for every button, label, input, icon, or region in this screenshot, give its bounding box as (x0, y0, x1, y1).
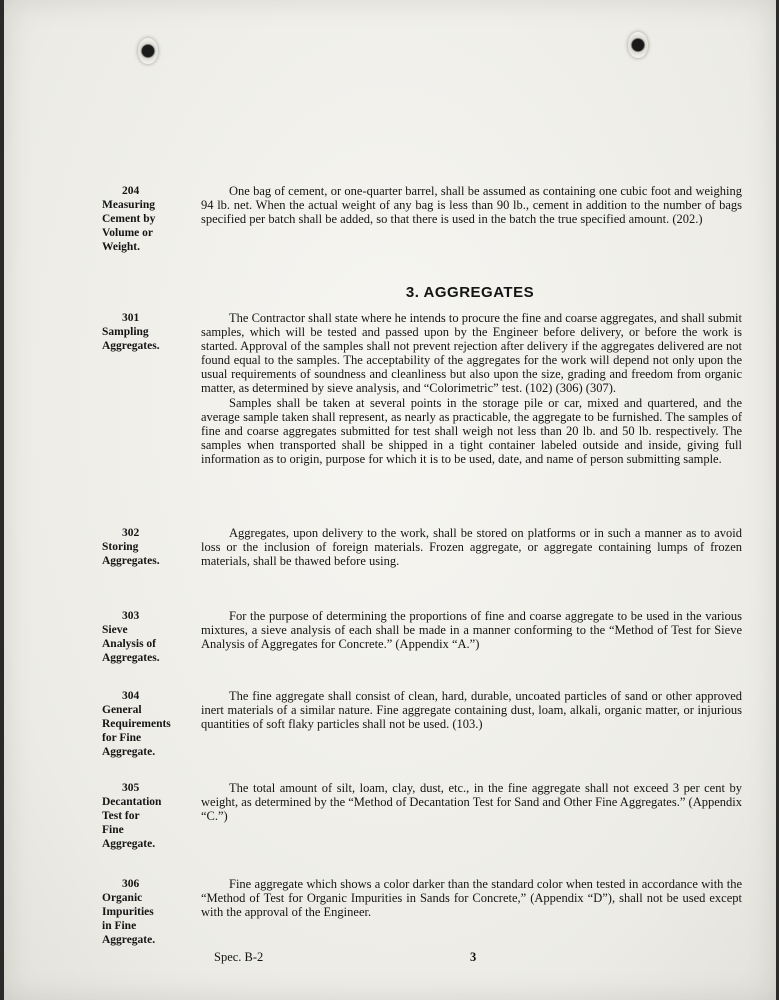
section-label: 303 Sieve Analysis of Aggregates. (102, 610, 160, 664)
section-body: The fine aggregate shall consist of clean, hard, durable, uncoated particles of sand or other approved inert materials of a similar nature. Fine aggregate containing dust, loam, alkali, organic matter, or injurious quantities of soft flaky particles shall not be used. (103.) (201, 689, 742, 732)
section-label: 306 Organic Impurities in Fine Aggregate. (102, 878, 156, 946)
section-label: 204 Measuring Cement by Volume or Weight. (102, 185, 156, 253)
section-body: The Contractor shall state where he intends to procure the fine and coarse aggregates, and shall submit samples, which will be tested and passed upon by the Engineer before delivery, or before the work is started. Approval of the samples shall not prevent rejection after delivery if the aggregates delivered are not found equal to the samples. The acceptability of the aggregates for the work will depend not only upon the usual requirements of soundness and cleanliness but also upon the size, grading and freedom from organic matter, as determined by sieve analysis, and “Colorimetric” test. (102) (306) (307). Samples shall be taken at several points in the storage pile or car, mixed and quartered, and the average sample taken shall represent, as nearly as practicable, the aggregate to be furnished. The samples of fine and coarse aggregates submitted for test shall weigh not less than 20 lb. and 50 lb. respectively. The samples when transported shall be shipped in a tight container labeled outside and inside, giving full information as to origin, purpose for which it is to be used, date, and name of person submitting sample. (201, 311, 742, 466)
punch-hole (138, 38, 158, 64)
section-label: 304 General Requirements for Fine Aggregate. (102, 690, 171, 758)
section-body: One bag of cement, or one-quarter barrel, shall be assumed as containing one cubic foot and weighing 94 lb. net. When the actual weight of any bag is less than 90 lb., cement in addition to the number of bags specified per batch shall be added, so that there is used in the batch the true specified amount. (202.) (201, 184, 742, 227)
section-label: 301 Sampling Aggregates. (102, 312, 160, 352)
document-page (4, 0, 776, 1000)
section-body: Fine aggregate which shows a color darker than the standard color when tested in accordance with the “Method of Test for Organic Impurities in Sands for Concrete,” (Appendix “D”), shall not be used except with the approval of the Engineer. (201, 877, 742, 920)
section-body: The total amount of silt, loam, clay, dust, etc., in the fine aggregate shall not exceed 3 per cent by weight, as determined by the “Method of Decantation Test for Sand and Other Fine Aggregates.” (Appendix “C.”) (201, 781, 742, 824)
page-number: 3 (470, 950, 477, 964)
section-label: 305 Decantation Test for Fine Aggregate. (102, 782, 162, 850)
spec-reference: Spec. B-2 (214, 950, 264, 964)
punch-hole (628, 32, 648, 58)
section-body: Aggregates, upon delivery to the work, shall be stored on platforms or in such a manner as to avoid loss or the inclusion of foreign materials. Frozen aggregate, or aggregate containing lumps of frozen materials, shall be thawed before using. (201, 526, 742, 569)
section-body: For the purpose of determining the proportions of fine and coarse aggregate to be used in the various mixtures, a sieve analysis of each shall be made in a manner conforming to the “Method of Test for Sieve Analysis of Aggregates for Concrete.” (Appendix “A.”) (201, 609, 742, 652)
section-label: 302 Storing Aggregates. (102, 527, 160, 567)
chapter-heading: 3. AGGREGATES (405, 284, 535, 301)
